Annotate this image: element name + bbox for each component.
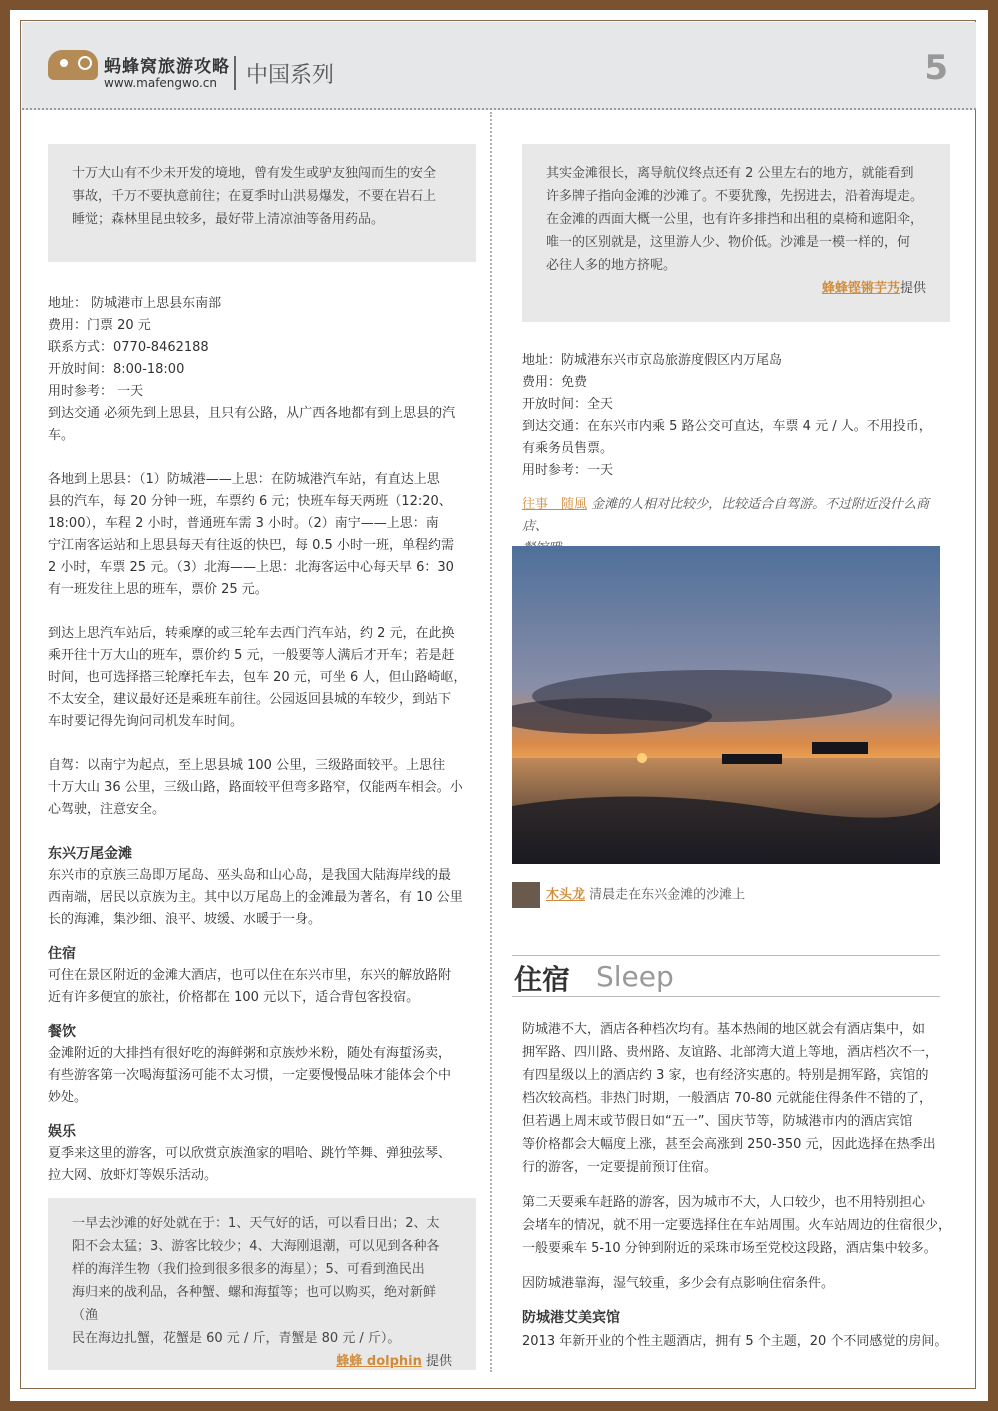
station-line: 时间，也可选择搭三轮摩托车去，包车 20 元，可坐 6 人，但山路崎岖， (48, 670, 467, 685)
tip-line: 许多牌子指向金滩的沙滩了。不要犹豫，先拐进去，沿着海堤走。 (546, 189, 924, 204)
sleep-line: 会堵车的情况，就不用一定要选择住在车站周围。火车站周边的住宿很少， (522, 1218, 952, 1233)
bee-logo-icon (48, 50, 98, 80)
sleep-title-en: Sleep (596, 960, 674, 993)
station-line: 车时要记得先询问司机发车时间。 (48, 714, 244, 729)
intro-line: 长的海滩，集沙细、浪平、坡缓、水暖于一身。 (48, 912, 322, 927)
section-title: 东兴万尾金滩 (48, 846, 132, 862)
tip-line: 事故，千万不要执意前往；在夏季时山洪易爆发，不要在岩石上 (72, 189, 437, 204)
hotel-text: 2013 年新开业的个性主题酒店，拥有 5 个主题，20 个不同感觉的房间。 (522, 1334, 948, 1349)
user-note: 往事＿随風 金滩的人相对比较少，比较适合自驾游。不过附近没什么商店、 (522, 497, 930, 534)
tip-line: 唯一的区别就是，这里游人少、物价低。沙滩是一模一样的，何 (546, 235, 911, 250)
food-line: 有些游客第一次喝海蜇汤可能不太习惯，一定要慢慢品味才能体会个中 (48, 1068, 452, 1083)
info-transport: 到达交通 必须先到上思县，且只有公路，从广西各地都有到上思县的汽车。 (48, 406, 456, 443)
tip-credit-author[interactable]: 蜂蜂铿锵芋艿 (821, 281, 900, 296)
station-line: 乘开往十万大山的班车，票价约 5 元，一般要等人满后才开车；若是赶 (48, 648, 455, 663)
sleep-line: 档次较高档。非热门时期，一般酒店 70-80 元就能住得条件不错的了， (522, 1091, 933, 1106)
intro-line: 东兴市的京族三岛即万尾岛、巫头岛和山心岛，是我国大陆海岸线的最 (48, 868, 452, 883)
brand-name: 蚂蜂窝旅游攻略 (104, 57, 230, 77)
routes-line: 有一班发往上思的班车，票价 25 元。 (48, 582, 268, 597)
drive-line: 心驾驶，注意安全。 (48, 802, 166, 817)
avatar[interactable] (512, 882, 540, 908)
info-address: 地址：防城港东兴市京岛旅游度假区内万尾岛 (522, 353, 783, 368)
column-divider (490, 112, 492, 1372)
info-hours: 开放时间：全天 (522, 397, 614, 412)
info-contact: 联系方式：0770-8462188 (48, 340, 209, 355)
tip-box-goldbeach (522, 144, 950, 322)
stay-line: 近有许多便宜的旅社，价格都在 100 元以下，适合背包客投宿。 (48, 990, 420, 1005)
info-duration: 用时参考：一天 (522, 463, 614, 478)
page-number: 5 (924, 48, 948, 88)
beach-credit: 蜂蜂 dolphin 提供 (336, 1354, 452, 1369)
brand-url: www.mafengwo.cn (104, 76, 217, 90)
info-fee: 费用：免费 (522, 375, 588, 390)
sleep-line: 拥军路、四川路、贵州路、友谊路、北部湾大道上等地，酒店档次不一， (522, 1045, 939, 1060)
caption-author-link[interactable]: 木头龙 (546, 887, 586, 903)
sleep-line: 有四星级以上的酒店约 3 家，也有经济实惠的。特别是拥军路，宾馆的 (522, 1068, 929, 1083)
fun-line: 夏季来这里的游客，可以欣赏京族渔家的唱哈、跳竹竿舞、弹独弦琴、 (48, 1146, 452, 1161)
tip-credit: 蜂蜂铿锵芋艿提供 (821, 281, 926, 296)
sleep-title-cn: 住宿 (514, 963, 571, 996)
stay-title: 住宿 (48, 946, 76, 962)
info-hours: 开放时间：8:00-18:00 (48, 362, 185, 377)
sleep-text (522, 1018, 952, 1353)
beach-line: 阳不会太猛；3、游客比较少；4、大海刚退潮，可以见到各种各 (72, 1239, 440, 1254)
station-line: 到达上思汽车站后，转乘摩的或三轮车去西门汽车站，约 2 元，在此换 (48, 626, 455, 641)
intro-line: 西南端，居民以京族为主。其中以万尾岛上的金滩最为著名，有 10 公里 (48, 890, 463, 905)
sleep-line: 但若遇上周末或节假日如“五一”、国庆节等，防城港市内的酒店宾馆 (522, 1114, 913, 1129)
note-author-link[interactable]: 往事＿随風 (522, 497, 588, 512)
tip-box-mountain (48, 144, 476, 262)
sleep-line: 防城港不大，酒店各种档次均有。基本热闹的地区就会有酒店集中，如 (522, 1022, 926, 1037)
sleep-line: 一般要乘车 5-10 分钟到附近的采珠市场至党校这段路，酒店集中较多。 (522, 1241, 937, 1256)
photo-caption (512, 882, 745, 908)
station-line: 不太安全，建议最好还是乘班车前往。公园返回县城的车较少，到站下 (48, 692, 452, 707)
beach-line: 一早去沙滩的好处就在于：1、天气好的话，可以看日出；2、太 (72, 1216, 440, 1231)
food-line: 金滩附近的大排挡有很好吃的海鲜粥和京族炒米粉，随处有海蜇汤卖， (48, 1046, 452, 1061)
sleep-section-header (512, 955, 940, 998)
routes-line: 18:00），车程 2 小时，普通班车需 3 小时。（2）南宁——上思：南 (48, 516, 439, 531)
tip-line: 在金滩的西面大概一公里，也有许多排挡和出租的桌椅和遮阳伞， (546, 212, 924, 227)
series-title: 中国系列 (246, 63, 335, 88)
tip-line: 十万大山有不少未开发的境地，曾有发生或驴友独闯而生的安全 (72, 166, 437, 181)
routes-line: 各地到上思县：（1）防城港——上思：在防城港汽车站，有直达上思 (48, 472, 440, 487)
sunset-beach-photo (512, 546, 940, 864)
sleep-line: 等价格都会大幅度上涨，甚至会高涨到 250-350 元，因此选择在热季出 (522, 1137, 936, 1152)
fun-title: 娱乐 (48, 1124, 76, 1140)
drive-line: 自驾：以南宁为起点，至上思县城 100 公里，三级路面较平。上思往 (48, 758, 446, 773)
page-header (22, 22, 976, 110)
tip-line: 其实金滩很长，离导航仪终点还有 2 公里左右的地方，就能看到 (546, 166, 914, 181)
left-text-column (48, 293, 478, 1187)
tip-line: 睡觉；森林里昆虫较多，最好带上清凉油等备用药品。 (72, 212, 385, 227)
info-address: 地址： 防城港市上思县东南部 (48, 296, 222, 311)
tip-box-beach (48, 1198, 476, 1370)
hotel-title: 防城港艾美宾馆 (522, 1310, 620, 1326)
drive-line: 十万大山 36 公里，三级山路，路面较平但弯多路窄，仅能两车相会。小 (48, 780, 463, 795)
routes-line: 县的汽车，每 20 分钟一班，车票约 6 元；快班车每天两班（12:20、 (48, 494, 452, 509)
stay-line: 可住在景区附近的金滩大酒店，也可以住在东兴市里，东兴的解放路附 (48, 968, 452, 983)
caption-text: 清晨走在东兴金滩的沙滩上 (585, 887, 746, 903)
routes-line: 2 小时，车票 25 元。（3）北海——上思：北海客运中心每天早 6：30 (48, 560, 454, 575)
tip-line: 必往人多的地方挤呢。 (546, 258, 677, 273)
right-info (522, 350, 952, 560)
info-duration: 用时参考： 一天 (48, 384, 144, 399)
info-transport: 到达交通：在东兴市内乘 5 路公交可直达，车票 4 元 / 人。不用投币， (522, 419, 932, 434)
sleep-divider (512, 996, 940, 997)
sleep-line: 因防城港靠海，湿气较重，多少会有点影响住宿条件。 (522, 1276, 835, 1291)
info-fee: 费用：门票 20 元 (48, 318, 151, 333)
food-title: 餐饮 (48, 1024, 76, 1040)
beach-line: 样的海洋生物（我们捡到很多很多的海星）；5、可看到渔民出 (72, 1262, 425, 1277)
beach-line: 海归来的战利品，各种蟹、螺和海蜇等；也可以购买，绝对新鲜（渔 (72, 1285, 437, 1323)
routes-line: 宁江南客运站和上思县每天有往返的快巴，每 0.5 小时一班，单程约需 (48, 538, 454, 553)
sleep-line: 第二天要乘车赶路的游客，因为城市不大，人口较少，也不用特别担心 (522, 1195, 926, 1210)
beach-line: 民在海边扎蟹，花蟹是 60 元 / 斤，青蟹是 80 元 / 斤）。 (72, 1331, 401, 1346)
beach-credit-author[interactable]: 蜂蜂 dolphin (336, 1354, 422, 1369)
header-divider (234, 56, 236, 90)
info-transport: 有乘务员售票。 (522, 441, 614, 456)
food-line: 妙处。 (48, 1090, 88, 1105)
fun-line: 拉大网、放虾灯等娱乐活动。 (48, 1168, 218, 1183)
sleep-line: 行的游客，一定要提前预订住宿。 (522, 1160, 718, 1175)
